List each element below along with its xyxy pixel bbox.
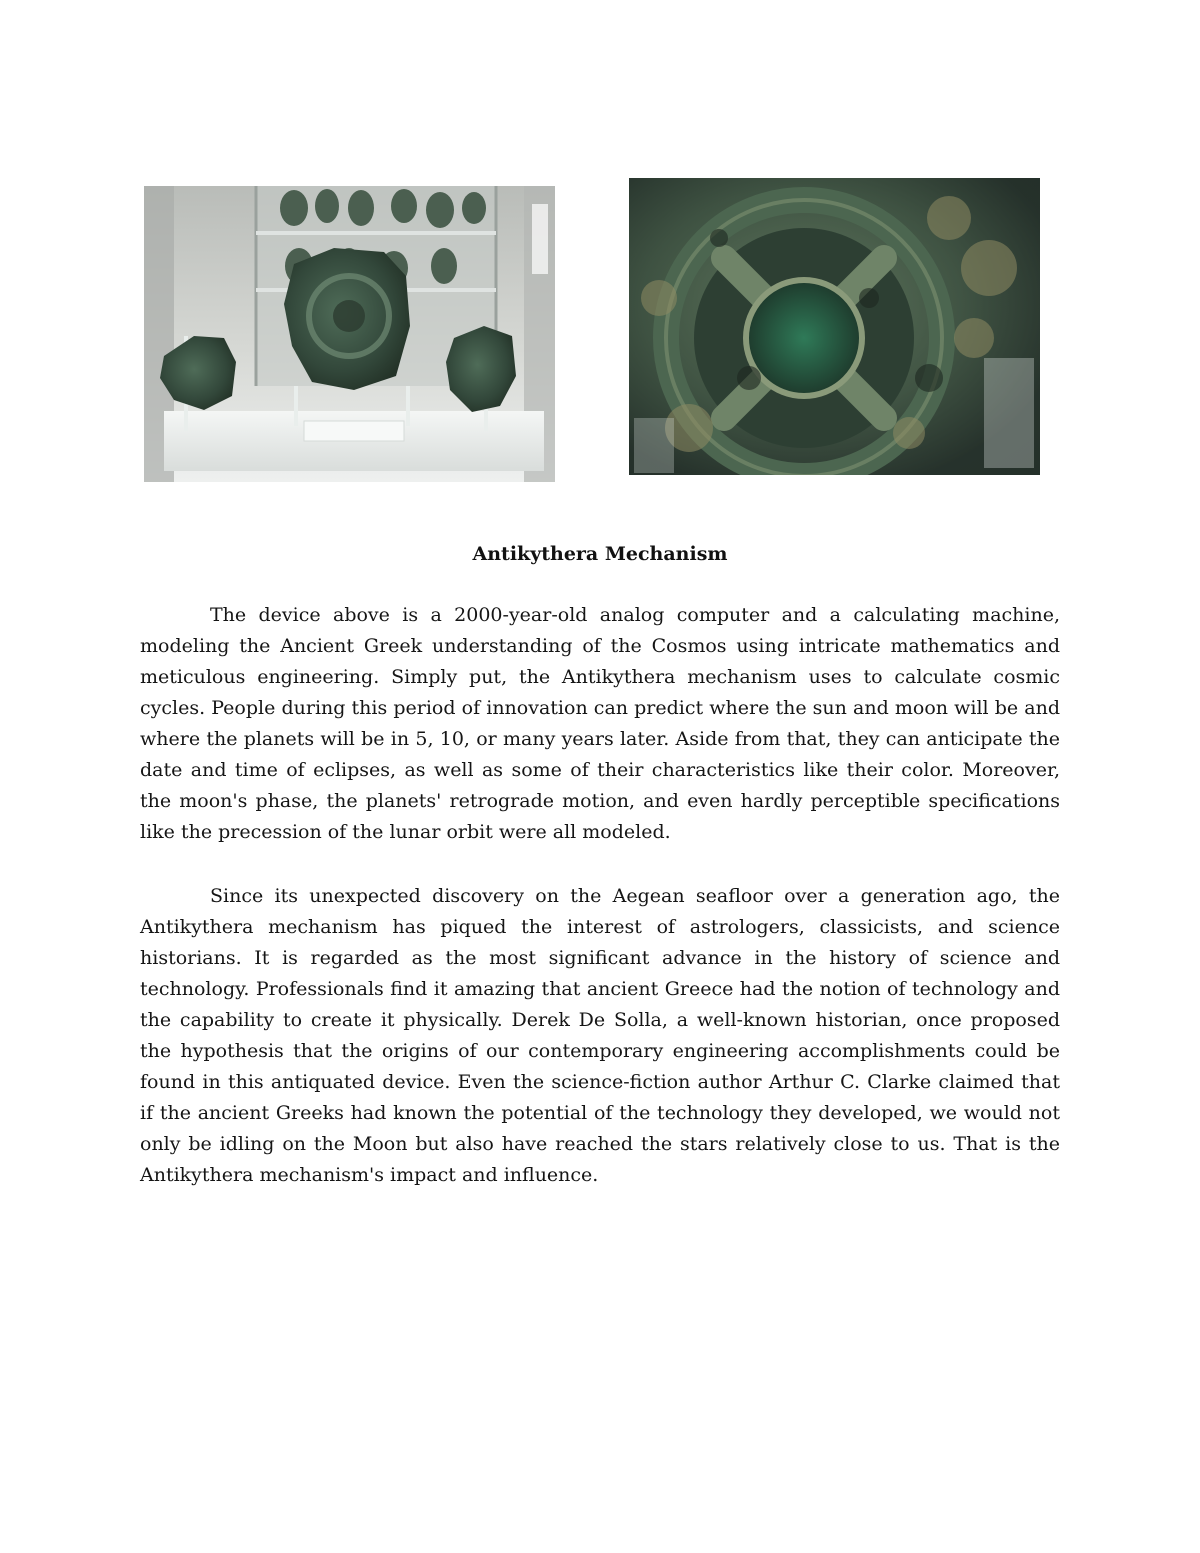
closeup-fragment-photo: [629, 178, 1040, 475]
body-paragraph-1: The device above is a 2000-year-old analog computer and a calculating machine, modeling the Ancient Greek understanding of the Cosmos using intricate mathematics and meticulous engineering. Simply put, the Antikythera mechanism uses to calculate cosmic cycles. People during this period of innovation can predict where the sun and moon will be and where the planets will be in 5, 10, or many years later. Aside from that, they can anticipate the date and time of eclipses, as well as some of their characteristics like their color. Moreover, the moon's phase, the planets' retrograde motion, and even hardly perceptible specifications like the precession of the lunar orbit were all modeled.: [140, 604, 1060, 843]
document-title: Antikythera Mechanism: [472, 543, 728, 565]
museum-display-photo: [144, 186, 555, 482]
museum-display-image: [144, 186, 555, 482]
body-paragraph-2: Since its unexpected discovery on the Aegean seafloor over a generation ago, the Antikythera mechanism has piqued the interest of astrologers, classicists, and science historians. It is regarded as the most significant advance in the history of science and technology. Professionals find it amazing that ancient Greece had the notion of technology and the capability to create it physically. Derek De Solla, a well-known historian, once proposed the hypothesis that the origins of our contemporary engineering accomplishments could be found in this antiquated device. Even the science-fiction author Arthur C. Clarke claimed that if the ancient Greeks had known the potential of the technology they developed, we would not only be idling on the Moon but also have reached the stars relatively close to us. That is the Antikythera mechanism's impact and influence.: [140, 885, 1060, 1186]
closeup-fragment-image: [629, 178, 1040, 475]
